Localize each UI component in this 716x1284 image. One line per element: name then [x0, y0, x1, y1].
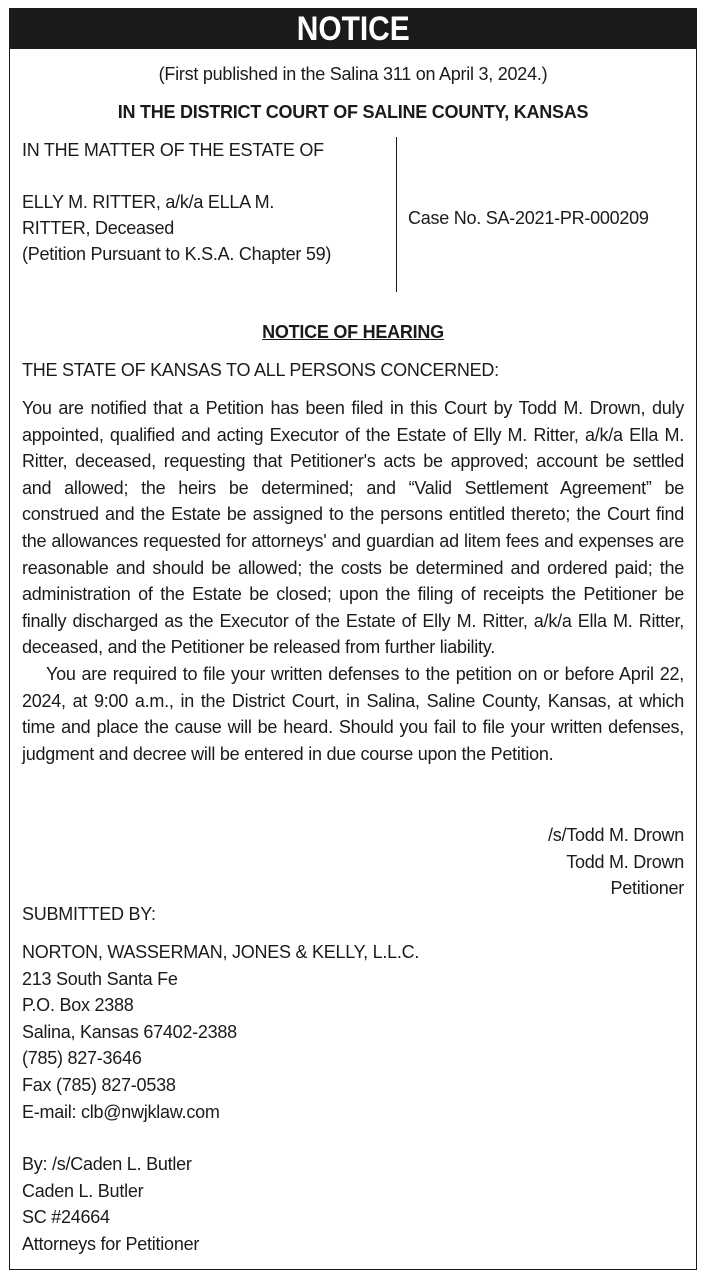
- addressee-line: THE STATE OF KANSAS TO ALL PERSONS CONCERNED:: [22, 360, 499, 380]
- notice-body: [22, 395, 684, 767]
- caption-divider: [396, 137, 397, 292]
- notice-banner: [10, 9, 696, 49]
- hearing-title: NOTICE OF HEARING: [262, 322, 444, 342]
- attorney-signed: By: /s/Caden L. Butler: [22, 1154, 192, 1174]
- notice-title: NOTICE: [296, 9, 410, 48]
- publication-line: (First published in the Salina 311 on April 3, 2024.): [158, 64, 548, 84]
- petition-line: (Petition Pursuant to K.S.A. Chapter 59): [22, 244, 332, 264]
- court-heading: IN THE DISTRICT COURT OF SALINE COUNTY, KANSAS: [117, 102, 589, 122]
- attorney-name: Caden L. Butler: [22, 1180, 144, 1201]
- firm-fax: Fax (785) 827-0538: [22, 1074, 176, 1095]
- decedent-name-line2: RITTER, Deceased: [22, 218, 175, 238]
- firm-name: NORTON, WASSERMAN, JONES & KELLY, L.L.C.: [22, 942, 420, 962]
- case-caption: [22, 137, 382, 267]
- petitioner-signature: [22, 822, 684, 902]
- petitioner-signed: /s/Todd M. Drown: [547, 825, 684, 845]
- matter-line: IN THE MATTER OF THE ESTATE OF: [22, 140, 324, 160]
- firm-email: E-mail: clb@nwjklaw.com: [22, 1101, 220, 1122]
- legal-notice: [9, 8, 697, 1270]
- submitted-by-label: SUBMITTED BY:: [22, 904, 156, 924]
- firm-phone: (785) 827-3646: [22, 1048, 142, 1069]
- attorney-sc-number: SC #24664: [22, 1207, 110, 1228]
- firm-street: 213 South Santa Fe: [22, 968, 178, 989]
- firm-block: [22, 939, 684, 1125]
- notice-paragraph-2: You are required to file your written defenses to the petition on or before April 22, 2024, at 9:00 a.m., in the District Court, in Salina, Saline County, Kansas, at which time and place the cause will be heard. Should you fail to file your written defenses, judgment and decree will be entered in due course upon the Petition.: [22, 663, 684, 764]
- firm-po-box: P.O. Box 2388: [22, 995, 134, 1016]
- petitioner-role: Petitioner: [610, 878, 684, 899]
- notice-paragraph-1: You are notified that a Petition has been filed in this Court by Todd M. Drown, duly appointed, qualified and acting Executor of the Estate of Elly M. Ritter, a/k/a Ella M. Ritter, deceased, requesting that Petitioner's acts be approved; account be settled and allowed; the heirs be determined; and “Valid Settlement Agreement” be construed and the Estate be assigned to the persons entitled thereto; the Court find the allowances requested for attorneys' and guardian ad litem fees and expenses are reasonable and should be allowed; the costs be determined and ordered paid; the administration of the Estate be closed; upon the filing of receipts the Petitioner be finally discharged as the Executor of the Estate of Elly M. Ritter, a/k/a Ella M. Ritter, deceased, and the Petitioner be released from further liability.: [22, 398, 684, 658]
- attorney-role: Attorneys for Petitioner: [22, 1233, 200, 1254]
- decedent-name-line1: ELLY M. RITTER, a/k/a ELLA M.: [22, 192, 275, 212]
- attorney-block: [22, 1151, 684, 1257]
- case-number: Case No. SA-2021-PR-000209: [408, 208, 649, 228]
- petitioner-name: Todd M. Drown: [566, 851, 684, 872]
- firm-city: Salina, Kansas 67402-2388: [22, 1021, 237, 1042]
